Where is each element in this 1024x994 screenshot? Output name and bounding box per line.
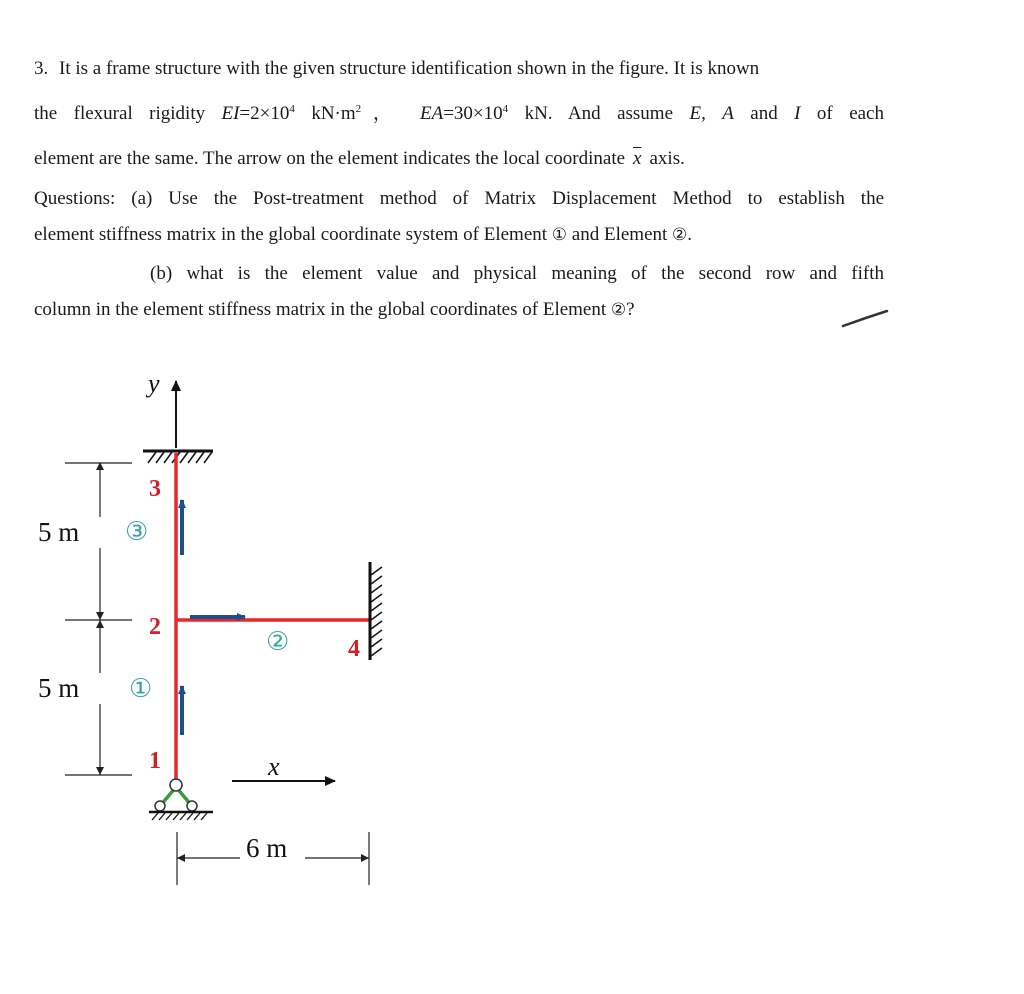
ei-label: EI <box>221 103 240 124</box>
node-2-label: 2 <box>149 614 161 640</box>
dim-lower-label: 5 m <box>38 673 80 703</box>
question-b-line-1: (b) what is the element value and physical meaning of the second row and fifth <box>150 263 884 284</box>
problem-number: 3. <box>34 58 49 79</box>
pin-support-bottom <box>149 779 213 820</box>
node-4-label: 4 <box>348 636 360 662</box>
local-x-symbol: $\overline{x}$ <box>633 148 642 169</box>
node-3-label: 3 <box>149 476 161 502</box>
problem-text-line-1: It is a frame structure with the given structure identification shown in the figure. It is known <box>59 58 760 79</box>
node-1-label: 1 <box>149 748 161 774</box>
global-x-label: x <box>268 752 280 781</box>
problem-line-3: element are the same. The arrow on the element indicates the local coordinate $\overline{x}$ axis. <box>34 148 685 169</box>
element-2-symbol-b: ② <box>610 300 627 320</box>
vertical-dimension <box>65 463 132 775</box>
element-2-label: ② <box>266 627 290 657</box>
frame-figure <box>0 330 1024 930</box>
element-1-label: ① <box>129 674 153 704</box>
element-2-symbol: ② <box>672 225 688 245</box>
global-y-label: y <box>148 369 160 398</box>
fixed-support-right <box>370 562 382 660</box>
fixed-support-top <box>143 451 213 463</box>
question-b-line-2: column in the element stiffness matrix in the global coordinates of Element ②? <box>34 299 635 320</box>
question-a-line-1: Questions: (a) Use the Post-treatment method of Matrix Displacement Method to establish the <box>34 188 884 209</box>
dim-horizontal-label: 6 m <box>246 833 288 863</box>
element-3-label: ③ <box>125 517 149 547</box>
ea-label: EA <box>419 103 444 124</box>
problem-line-2: the flexural rigidity $EI=2\times 10^4$ $kN\cdot m^2$， $EA=30\times 10^4$ kN. And assume E, A and I of each <box>34 103 884 124</box>
question-a-line-2: element stiffness matrix in the global coordinate system of Element ① and Element ②. <box>34 224 693 245</box>
dim-upper-label: 5 m <box>38 517 80 547</box>
element-1-symbol: ① <box>551 225 568 245</box>
